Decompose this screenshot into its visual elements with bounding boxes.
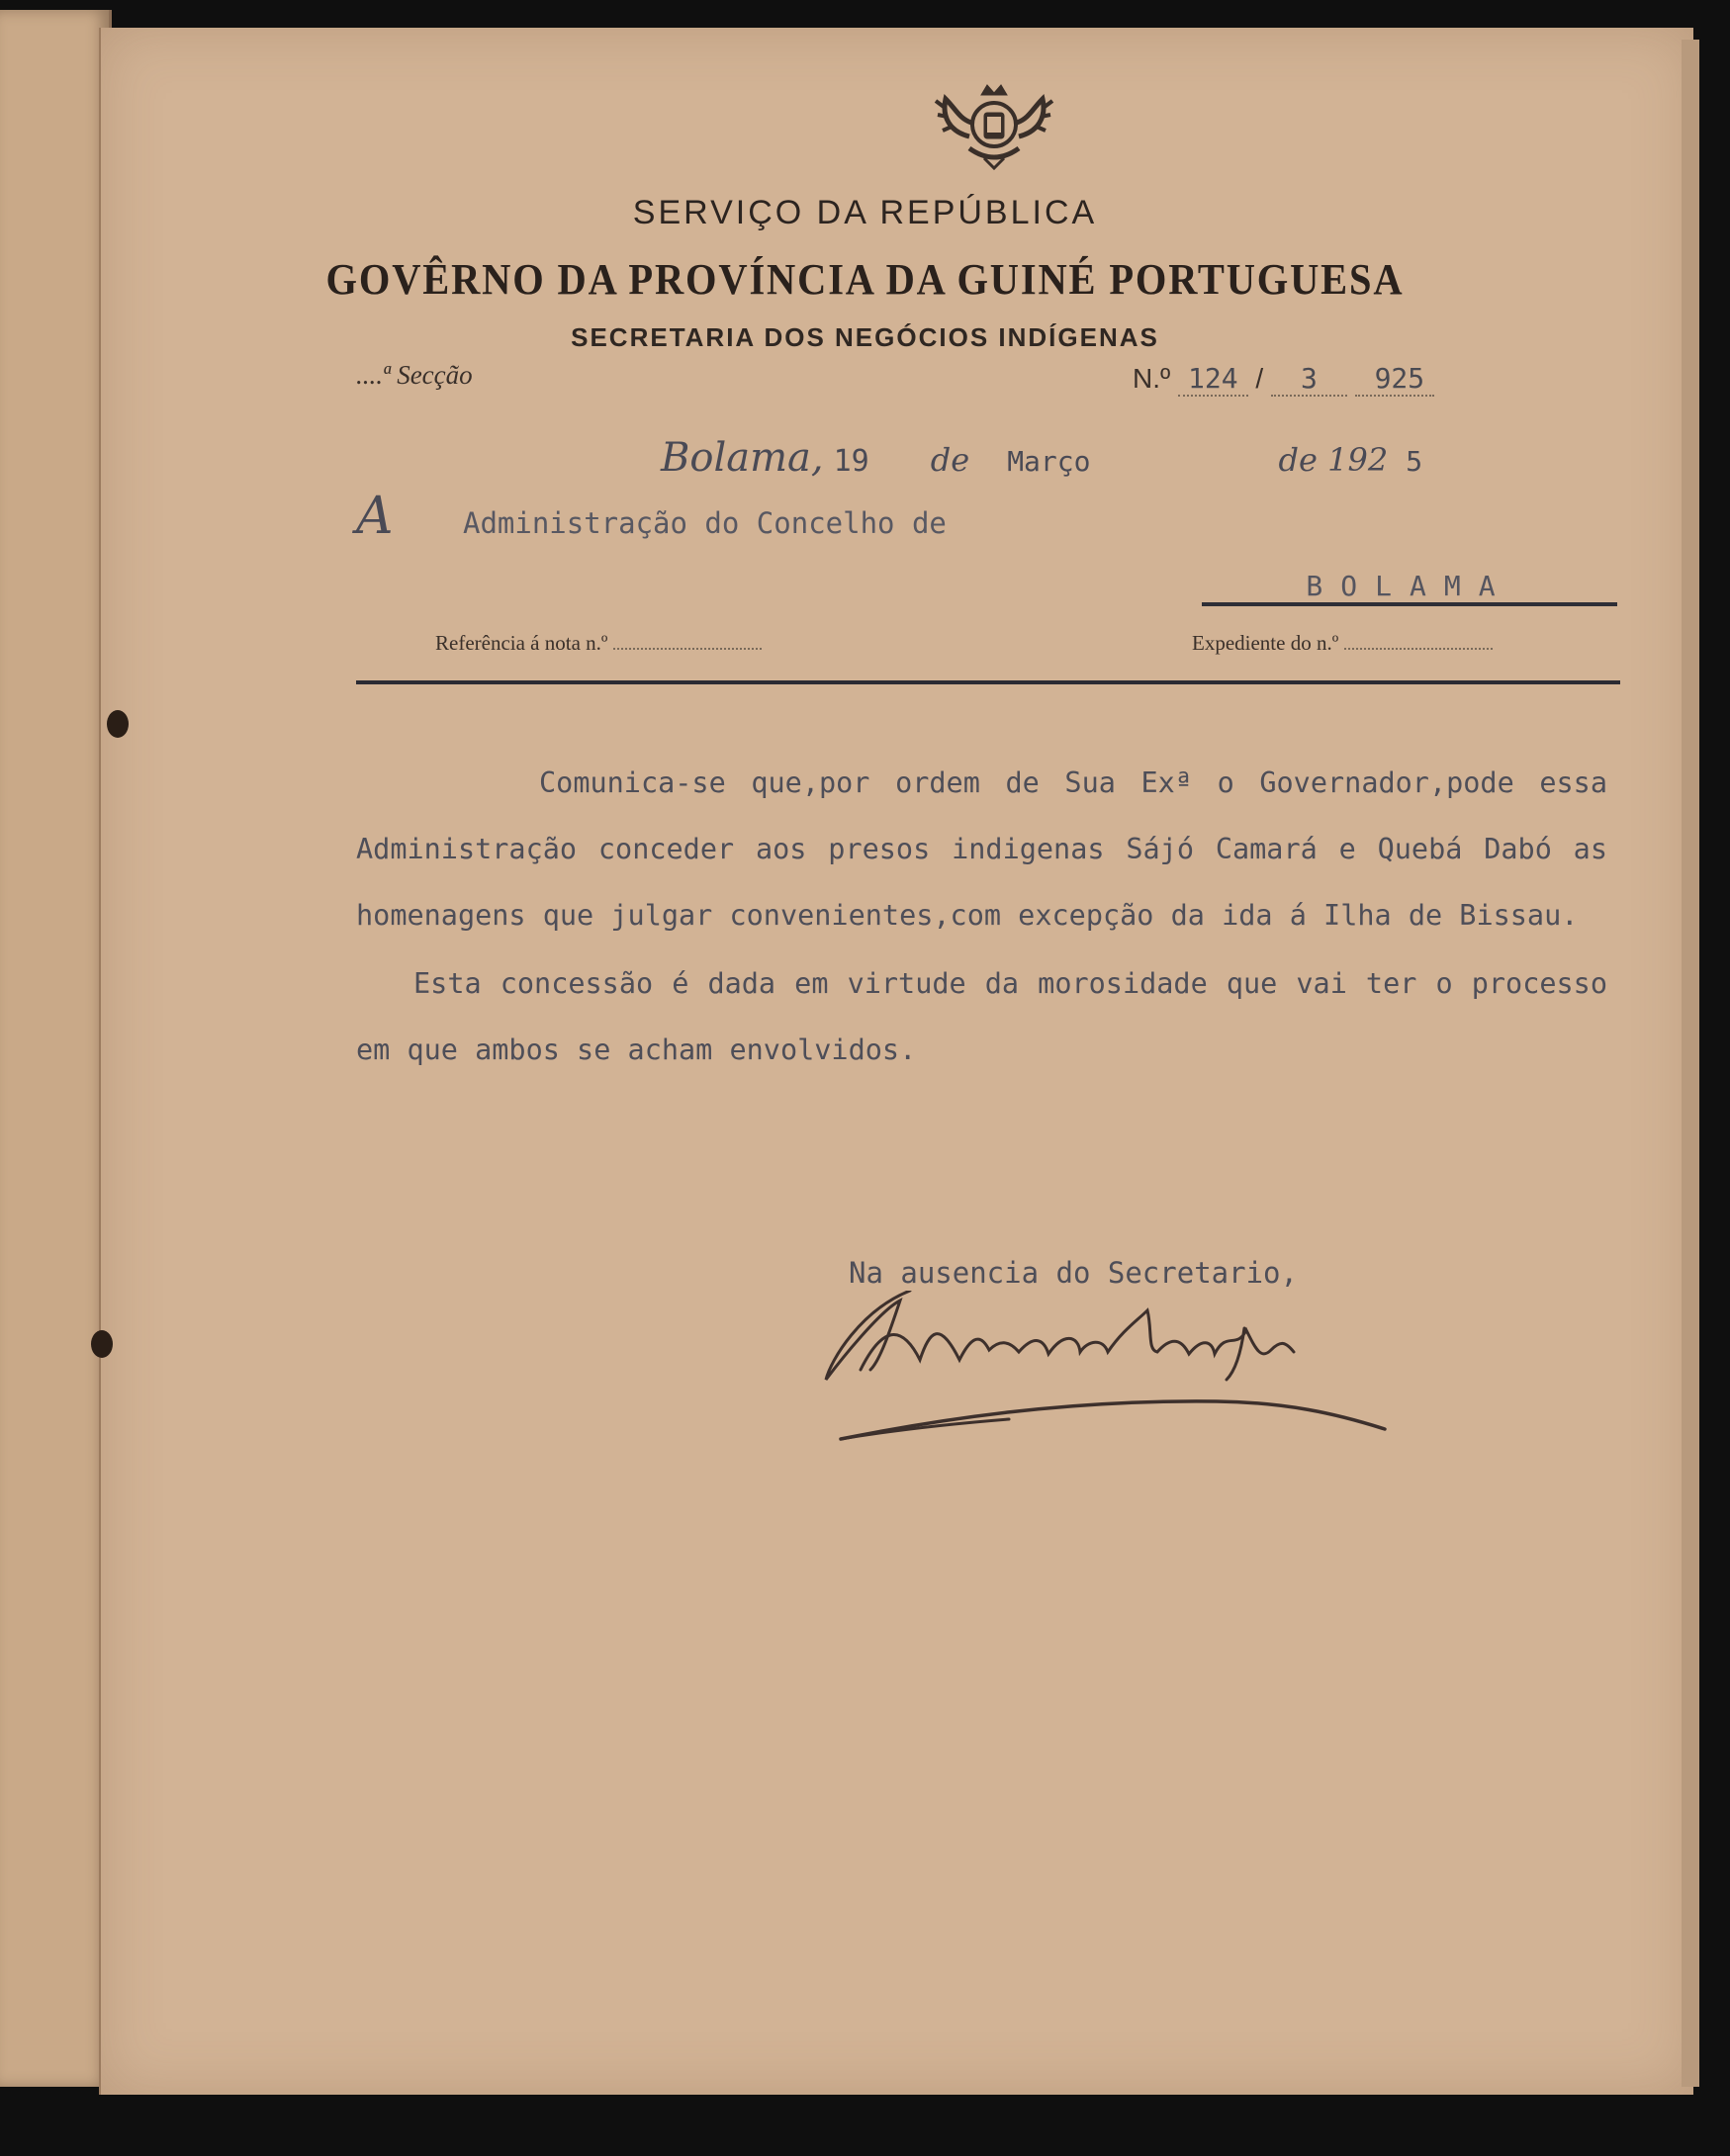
addressee-line: Administração do Concelho de [463, 506, 947, 540]
number-value: 124 [1178, 362, 1248, 397]
body-paragraph-2: Esta concessão é dada em virtude da morosidade que vai ter o processo em que ambos se acham envolvidos. [356, 967, 1607, 1066]
reference-label: Referência á nota n.º [435, 631, 608, 655]
expediente-dots [1344, 648, 1493, 650]
document-number [1133, 362, 1434, 397]
letter-body [356, 750, 1607, 1083]
number-prefix: N.º [1133, 363, 1171, 394]
body-paragraph-1: Comunica-se que,por ordem de Sua Exª o Governador,pode essa Administração conceder aos presos indigenas Sájó Camará e Quebá Dabó as homenagens que julgar convenientes,com excepção da ida á Ilha de Bissau. [356, 766, 1607, 932]
closing-line: Na ausencia do Secretario, [849, 1256, 1298, 1290]
header-divider [356, 680, 1620, 684]
destination: BOLAMA [1202, 570, 1617, 606]
handwritten-signature [821, 1291, 1395, 1449]
previous-page-edge [0, 10, 112, 2087]
date-de-2: de 192 [1278, 441, 1389, 479]
service-header: SERVIÇO DA REPÚBLICA [632, 194, 1098, 231]
reference-dots [613, 648, 762, 650]
reference-field [435, 631, 762, 656]
section-label: ....ª Secção [356, 360, 473, 390]
number-separator: / [1255, 363, 1264, 394]
date-month: Março [1007, 445, 1091, 478]
place-date-line [661, 435, 1422, 481]
secretariat-header: SECRETARIA DOS NEGÓCIOS INDÍGENAS [571, 322, 1159, 352]
number-month: 3 [1271, 362, 1347, 397]
date-day: 19 [833, 444, 869, 479]
expediente-field [1192, 631, 1493, 656]
date-de-1: de [930, 441, 970, 479]
expediente-label: Expediente do n.º [1192, 631, 1339, 655]
binding-hole-bottom [91, 1330, 113, 1358]
binding-hole-top [107, 710, 129, 738]
date-year-digit: 5 [1406, 445, 1423, 478]
coat-of-arms-icon [930, 77, 1058, 176]
addressee-prefix: A [356, 487, 394, 546]
government-header: GOVÊRNO DA PROVÍNCIA DA GUINÉ PORTUGUESA [325, 255, 1405, 304]
place-name: Bolama, [661, 435, 824, 481]
number-year: 925 [1355, 362, 1435, 397]
